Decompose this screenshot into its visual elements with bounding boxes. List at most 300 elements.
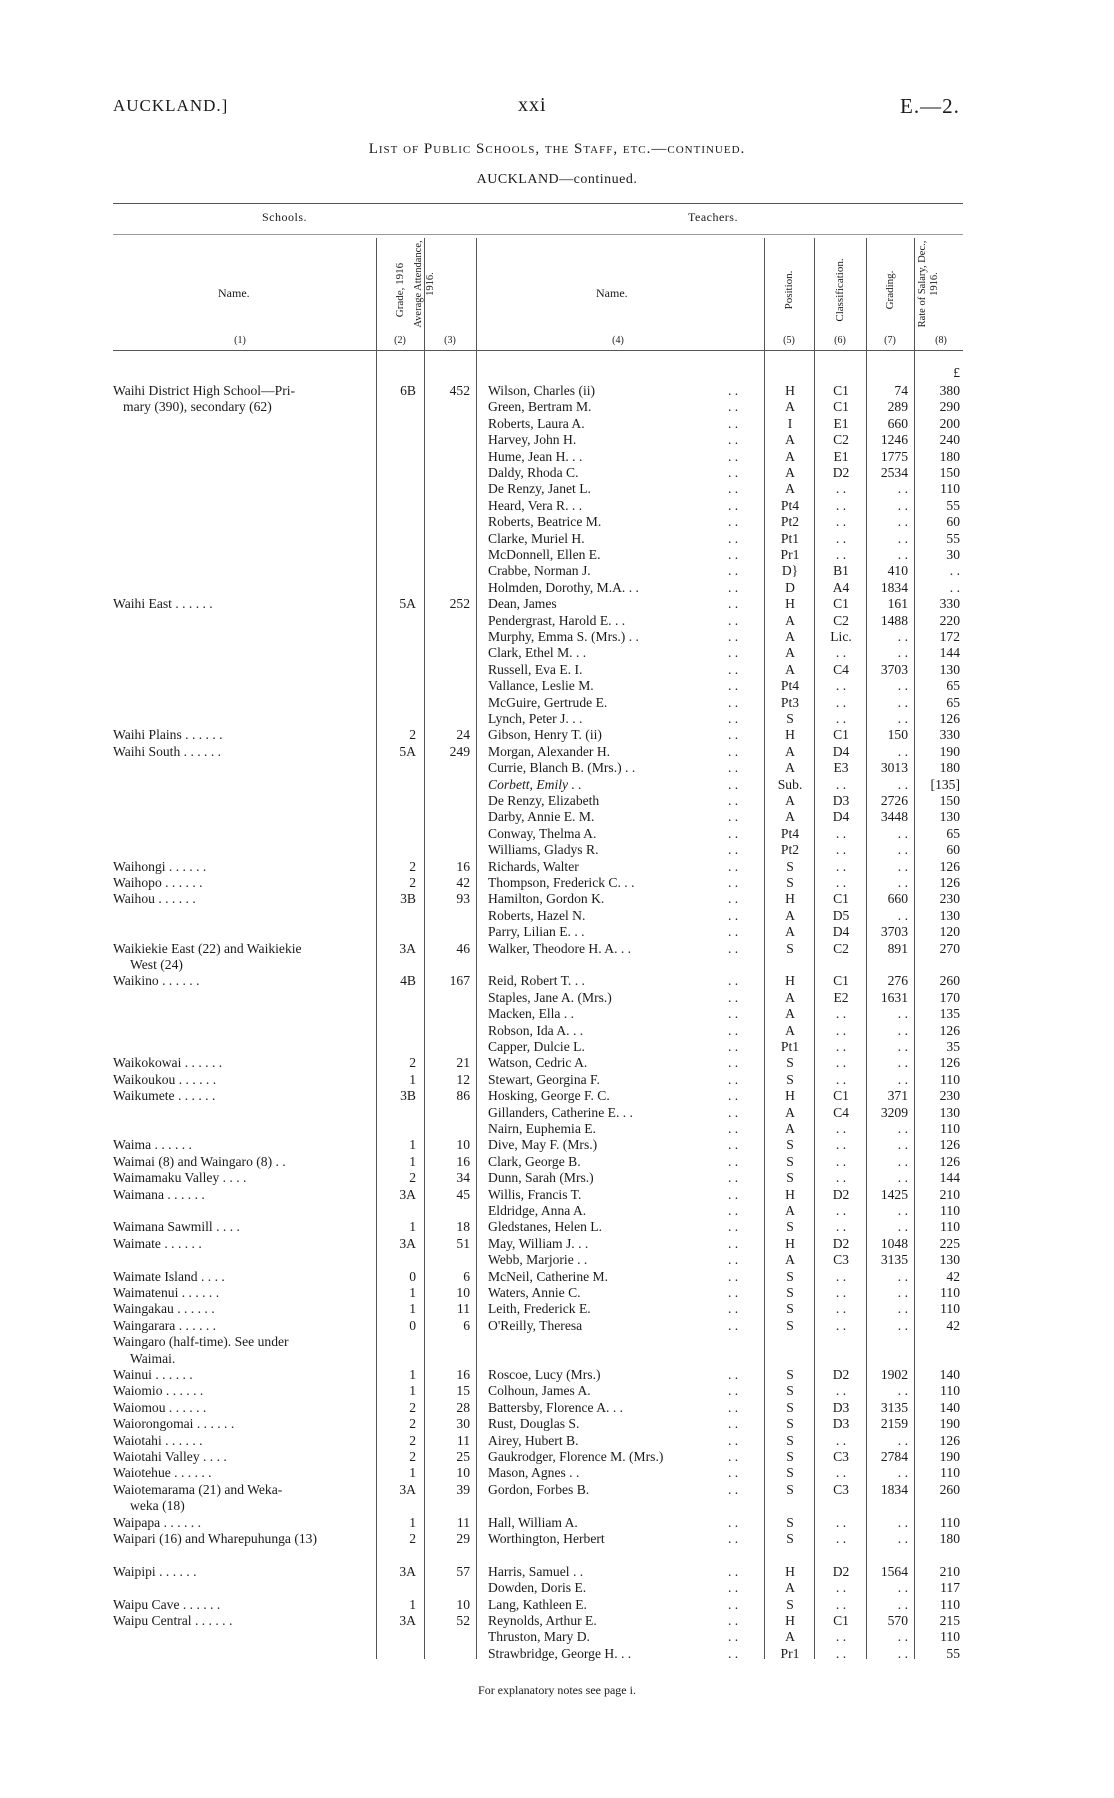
teacher-position: S — [786, 1153, 794, 1169]
teacher-salary: 126 — [939, 875, 960, 890]
col-num-6: (6) — [834, 335, 846, 346]
teacher-name: Darby, Annie E. M. — [488, 809, 595, 825]
school-grade: 3A — [399, 1235, 416, 1251]
teacher-position: A — [785, 612, 795, 628]
leader-dots: . . — [728, 907, 739, 923]
leader-dots: . . — [728, 711, 739, 726]
teacher-classification: C1 — [833, 1088, 849, 1104]
teacher-name: Crabbe, Norman J. — [488, 563, 591, 579]
teacher-position: Pt3 — [780, 694, 800, 710]
teacher-salary: 150 — [939, 793, 960, 808]
school-grade: 1 — [409, 1465, 416, 1481]
school-grade: 2 — [409, 1170, 416, 1186]
school-name-heading: Name. — [218, 286, 250, 300]
teacher-salary: 65 — [946, 825, 960, 841]
attendance-heading: Average Attendance, 1916. — [413, 240, 436, 328]
leader-dots: . . — [728, 891, 739, 907]
teacher-grading: . . — [897, 1170, 908, 1186]
school-grade: 2 — [409, 875, 416, 890]
teacher-classification: C4 — [833, 661, 849, 677]
teacher-classification: . . — [835, 842, 847, 858]
teacher-name: Walker, Theodore H. A. . . — [488, 940, 632, 956]
teacher-grading: . . — [897, 825, 908, 841]
teacher-position: H — [785, 973, 795, 989]
teacher-salary: 130 — [939, 907, 960, 923]
school-grade: 3B — [400, 891, 416, 907]
teacher-name: Corbett, Emily . . — [488, 776, 582, 792]
col-num-4: (4) — [612, 335, 624, 346]
teacher-position: A — [785, 1006, 795, 1022]
teacher-classification: . . — [835, 711, 847, 726]
teacher-name: Nairn, Euphemia E. — [488, 1121, 596, 1136]
teacher-salary: . . — [949, 579, 960, 595]
teacher-grading: . . — [897, 1645, 908, 1661]
teacher-classification: . . — [835, 1055, 847, 1071]
leader-dots: . . — [728, 727, 739, 743]
teacher-classification: E1 — [833, 415, 849, 431]
teacher-position: D} — [781, 563, 799, 579]
grading-heading: Grading. — [884, 270, 896, 310]
teacher-position: H — [785, 596, 795, 612]
school-name: Waimate Island . . . . — [113, 1268, 225, 1284]
teacher-salary: 60 — [946, 514, 960, 530]
school-name: Waiotehue . . . . . . — [113, 1465, 212, 1481]
teacher-position: H — [785, 1235, 795, 1251]
teacher-grading: . . — [897, 875, 908, 890]
teacher-position: A — [785, 448, 795, 464]
school-grade: 2 — [409, 727, 416, 743]
school-name: Waimai (8) and Waingaro (8) . . — [113, 1153, 286, 1169]
teacher-position: S — [786, 1367, 794, 1382]
school-grade: 1 — [409, 1596, 416, 1612]
teacher-salary: 126 — [939, 858, 960, 874]
school-grade: 1 — [409, 1367, 416, 1382]
teacher-salary: 170 — [939, 989, 960, 1005]
teacher-classification: . . — [835, 1071, 847, 1087]
teacher-classification: C1 — [833, 891, 849, 907]
teacher-grading: 3135 — [880, 1252, 908, 1268]
teacher-salary: . . — [949, 563, 960, 579]
teacher-classification: . . — [835, 547, 847, 562]
leader-dots: . . — [728, 1367, 739, 1382]
teacher-name: De Renzy, Janet L. — [488, 481, 591, 497]
teacher-name: Hosking, George F. C. — [488, 1088, 610, 1104]
teacher-salary: 210 — [939, 1186, 960, 1202]
teacher-classification: D3 — [832, 1416, 850, 1432]
teacher-name: Thompson, Frederick C. . . — [488, 875, 635, 890]
teacher-grading: 371 — [887, 1088, 908, 1104]
teacher-salary: 215 — [939, 1613, 960, 1628]
teacher-salary: 60 — [946, 842, 960, 858]
leader-dots: . . — [728, 612, 739, 628]
school-name: Waihopo . . . . . . — [113, 875, 203, 890]
school-grade: 5A — [399, 743, 416, 759]
teacher-position: H — [785, 1613, 795, 1628]
teacher-name: Airey, Hubert B. — [488, 1432, 579, 1448]
teacher-grading: . . — [897, 481, 908, 497]
teacher-classification: C2 — [833, 432, 849, 448]
teacher-classification: . . — [835, 497, 847, 513]
teacher-salary: 140 — [939, 1367, 960, 1382]
teacher-classification: C3 — [833, 1481, 849, 1497]
school-name: Waikumete . . . . . . — [113, 1088, 216, 1104]
teacher-grading: 2159 — [880, 1416, 908, 1432]
teacher-position: S — [786, 1514, 794, 1530]
teacher-grading: 1564 — [880, 1563, 908, 1579]
teacher-classification: . . — [835, 1580, 847, 1596]
teacher-salary: 210 — [939, 1563, 960, 1579]
school-name-continued: mary (390), secondary (62) — [123, 399, 272, 415]
leader-dots: . . — [728, 1465, 739, 1481]
leader-dots: . . — [728, 1285, 739, 1300]
teacher-salary: 135 — [939, 1006, 960, 1022]
leader-dots: . . — [728, 1071, 739, 1087]
school-name: Waiorongomai . . . . . . — [113, 1416, 235, 1432]
teacher-name: Lynch, Peter J. . . — [488, 711, 583, 726]
teacher-salary: 290 — [939, 399, 960, 415]
teacher-grading: 1902 — [880, 1367, 908, 1382]
teacher-position: S — [786, 1383, 794, 1399]
teacher-classification: . . — [835, 1039, 847, 1054]
schools-group-heading: Schools. — [262, 210, 308, 224]
teacher-salary: 55 — [946, 530, 960, 546]
teacher-position: S — [786, 1596, 794, 1612]
school-name: Waihi East . . . . . . — [113, 596, 213, 612]
teacher-grading: . . — [897, 1465, 908, 1481]
school-grade: 2 — [409, 1432, 416, 1448]
teacher-grading: 276 — [887, 973, 908, 989]
teacher-salary: 230 — [939, 1088, 960, 1104]
teacher-salary: 260 — [939, 973, 960, 989]
leader-dots: . . — [728, 875, 739, 890]
school-grade: 1 — [409, 1514, 416, 1530]
leader-dots: . . — [728, 1629, 739, 1645]
teacher-grading: . . — [897, 842, 908, 858]
teacher-grading: 3703 — [880, 661, 908, 677]
teacher-salary: 130 — [939, 661, 960, 677]
leader-dots: . . — [728, 793, 739, 808]
teacher-name: McDonnell, Ellen E. — [488, 547, 601, 562]
leader-dots: . . — [728, 858, 739, 874]
teacher-salary: 190 — [939, 1416, 960, 1432]
teacher-name: Capper, Dulcie L. — [488, 1039, 585, 1054]
teacher-position: H — [785, 727, 795, 743]
school-attendance: 25 — [456, 1449, 470, 1464]
teacher-classification: C1 — [833, 973, 849, 989]
col-num-5: (5) — [783, 335, 795, 346]
school-grade: 4B — [400, 973, 416, 989]
teacher-grading: . . — [897, 514, 908, 530]
school-attendance: 11 — [456, 1514, 470, 1530]
teacher-grading: 1048 — [880, 1235, 908, 1251]
teacher-name: Murphy, Emma S. (Mrs.) . . — [488, 629, 639, 644]
col-num-8: (8) — [935, 335, 947, 346]
teacher-name: Stewart, Georgina F. — [488, 1071, 600, 1087]
teacher-grading: . . — [897, 1219, 908, 1235]
teacher-grading: 3013 — [880, 760, 908, 776]
teacher-classification: C1 — [833, 596, 849, 612]
teacher-position: A — [785, 793, 795, 808]
teacher-classification: C2 — [833, 940, 849, 956]
teacher-name: Richards, Walter — [488, 858, 579, 874]
teacher-name: Battersby, Florence A. . . — [488, 1399, 624, 1415]
teacher-salary: 260 — [939, 1481, 960, 1497]
school-attendance: 21 — [456, 1055, 470, 1071]
teacher-position: A — [785, 432, 795, 448]
teacher-position: S — [786, 1285, 794, 1300]
teacher-name: Mason, Agnes . . — [488, 1465, 580, 1481]
teacher-position: I — [787, 415, 793, 431]
teacher-name: Staples, Jane A. (Mrs.) — [488, 989, 612, 1005]
teacher-grading: . . — [897, 1153, 908, 1169]
teacher-salary: 65 — [946, 694, 960, 710]
school-name: Waingarara . . . . . . — [113, 1317, 217, 1333]
teacher-classification: D4 — [832, 924, 850, 940]
page-title: List of Public Schools, the Staff, etc.—continued. — [368, 141, 746, 157]
teacher-name: Thruston, Mary D. — [488, 1629, 590, 1645]
teacher-classification: . . — [835, 530, 847, 546]
school-name-continued: weka (18) — [130, 1498, 185, 1514]
teacher-salary: 110 — [940, 1596, 960, 1612]
leader-dots: . . — [728, 1317, 739, 1333]
teacher-name: Colhoun, James A. — [488, 1383, 591, 1399]
school-grade: 1 — [409, 1137, 416, 1153]
leader-dots: . . — [728, 1514, 739, 1530]
teacher-salary: 126 — [939, 711, 960, 726]
teacher-position: H — [785, 1186, 795, 1202]
classification-heading: Classification. — [834, 258, 846, 322]
teacher-grading: 74 — [894, 383, 908, 398]
teacher-name: Pendergrast, Harold E. . . — [488, 612, 626, 628]
teacher-grading: 1246 — [880, 432, 908, 448]
col-num-2: (2) — [394, 335, 406, 346]
teacher-salary: 225 — [939, 1235, 960, 1251]
school-name: Waihi Plains . . . . . . — [113, 727, 223, 743]
teacher-position: Pt2 — [780, 514, 800, 530]
teacher-salary: 144 — [939, 1170, 960, 1186]
school-name: Waiomou . . . . . . — [113, 1399, 207, 1415]
col-num-1: (1) — [234, 335, 246, 346]
school-attendance: 93 — [456, 891, 470, 907]
teacher-classification: . . — [835, 645, 847, 661]
teacher-name: Robson, Ida A. . . — [488, 1022, 584, 1038]
teacher-classification: . . — [835, 776, 847, 792]
leader-dots: . . — [728, 547, 739, 562]
school-attendance: 16 — [456, 1367, 470, 1382]
teacher-name: Reynolds, Arthur E. — [488, 1613, 597, 1628]
school-name: Waikiekie East (22) and Waikiekie — [113, 940, 302, 956]
school-name: Waiotahi . . . . . . — [113, 1432, 203, 1448]
teacher-position: A — [785, 924, 795, 940]
teacher-salary: 110 — [940, 1071, 960, 1087]
teacher-name: Gledstanes, Helen L. — [488, 1219, 603, 1235]
teacher-salary: 200 — [939, 415, 960, 431]
school-grade: 3B — [400, 1088, 416, 1104]
teacher-name: Dean, James — [488, 596, 557, 612]
teacher-classification: . . — [835, 1121, 847, 1136]
teacher-position: A — [785, 1121, 795, 1136]
teacher-position: A — [785, 760, 795, 776]
teacher-grading: . . — [897, 743, 908, 759]
school-grade: 3A — [399, 1186, 416, 1202]
leader-dots: . . — [728, 661, 739, 677]
school-name: Waihou . . . . . . — [113, 891, 196, 907]
leader-dots: . . — [728, 825, 739, 841]
school-attendance: 10 — [456, 1596, 470, 1612]
leader-dots: . . — [728, 678, 739, 694]
leader-dots: . . — [728, 579, 739, 595]
school-attendance: 12 — [456, 1071, 470, 1087]
school-grade: 2 — [409, 1449, 416, 1464]
teacher-name: May, William J. . . — [488, 1235, 589, 1251]
teacher-salary: 380 — [939, 383, 960, 398]
leader-dots: . . — [728, 530, 739, 546]
col-rule-1 — [376, 238, 377, 1659]
leader-dots: . . — [728, 989, 739, 1005]
teacher-name: McNeil, Catherine M. — [488, 1268, 609, 1284]
leader-dots: . . — [728, 1104, 739, 1120]
teacher-name: Williams, Gladys R. — [488, 842, 599, 858]
teacher-classification: . . — [835, 875, 847, 890]
teacher-classification: D2 — [832, 1367, 850, 1382]
teacher-position: S — [786, 940, 794, 956]
teacher-salary: 150 — [939, 465, 960, 480]
leader-dots: . . — [728, 1613, 739, 1628]
teacher-grading: 1834 — [880, 579, 908, 595]
teacher-position: A — [785, 465, 795, 480]
leader-dots: . . — [728, 465, 739, 480]
teacher-classification: . . — [835, 694, 847, 710]
teacher-salary: 140 — [939, 1399, 960, 1415]
teacher-salary: 55 — [946, 497, 960, 513]
teacher-name: Roberts, Beatrice M. — [488, 514, 602, 530]
teacher-grading: . . — [897, 1121, 908, 1136]
school-grade: 2 — [409, 858, 416, 874]
teacher-position: S — [786, 1170, 794, 1186]
teacher-salary: 126 — [939, 1432, 960, 1448]
teacher-classification: E2 — [833, 989, 849, 1005]
teacher-position: S — [786, 1268, 794, 1284]
school-name: Waiotemarama (21) and Weka- — [113, 1481, 283, 1497]
teacher-name: Parry, Lilian E. . . — [488, 924, 585, 940]
teacher-classification: C2 — [833, 612, 849, 628]
teacher-grading: 1631 — [880, 989, 908, 1005]
leader-dots: . . — [728, 1219, 739, 1235]
leader-dots: . . — [728, 448, 739, 464]
salary-heading: Rate of Salary, Dec., 1916. — [917, 240, 940, 328]
teacher-position: Pr1 — [780, 547, 800, 562]
leader-dots: . . — [728, 1596, 739, 1612]
school-attendance: 15 — [456, 1383, 470, 1399]
school-name: Waipari (16) and Wharepuhunga (13) — [113, 1531, 317, 1546]
school-grade: 2 — [409, 1531, 416, 1546]
teacher-position: A — [785, 1203, 795, 1218]
teacher-grading: . . — [897, 645, 908, 661]
teacher-name: McGuire, Gertrude E. — [488, 694, 608, 710]
school-name: Waikokowai . . . . . . — [113, 1055, 223, 1071]
leader-dots: . . — [728, 596, 739, 612]
school-attendance: 30 — [456, 1416, 470, 1432]
teacher-classification: . . — [835, 1153, 847, 1169]
school-name: Waimamaku Valley . . . . — [113, 1170, 247, 1186]
leader-dots: . . — [728, 1416, 739, 1432]
teacher-position: S — [786, 1219, 794, 1235]
teacher-name: Roberts, Hazel N. — [488, 907, 586, 923]
teacher-classification: D2 — [832, 1563, 850, 1579]
school-grade: 2 — [409, 1416, 416, 1432]
teacher-name: Reid, Robert T. . . — [488, 973, 585, 989]
teacher-position: A — [785, 1580, 795, 1596]
teacher-name: Conway, Thelma A. — [488, 825, 597, 841]
teacher-position: A — [785, 1629, 795, 1645]
school-name: Waipu Central . . . . . . — [113, 1613, 233, 1628]
teacher-grading: . . — [897, 1137, 908, 1153]
teacher-classification: . . — [835, 1465, 847, 1481]
teacher-salary: 190 — [939, 743, 960, 759]
teacher-name: Worthington, Herbert — [488, 1531, 605, 1546]
teacher-salary: 42 — [946, 1268, 960, 1284]
teacher-grading: . . — [897, 1317, 908, 1333]
teacher-name: Harris, Samuel . . — [488, 1563, 584, 1579]
teacher-position: Sub. — [777, 776, 803, 792]
teacher-classification: . . — [835, 858, 847, 874]
teacher-grading: . . — [897, 1301, 908, 1317]
teacher-salary: 110 — [940, 1629, 960, 1645]
school-grade: 3A — [399, 1563, 416, 1579]
leader-dots: . . — [728, 1645, 739, 1661]
teacher-salary: 180 — [939, 760, 960, 776]
school-attendance: 6 — [463, 1317, 470, 1333]
teacher-salary: 55 — [946, 1645, 960, 1661]
teacher-grading: 150 — [887, 727, 908, 743]
school-attendance: 86 — [456, 1088, 470, 1104]
teacher-grading: . . — [897, 694, 908, 710]
page-header-left: AUCKLAND.] — [113, 96, 229, 115]
school-grade: 5A — [399, 596, 416, 612]
teacher-salary: 330 — [939, 596, 960, 612]
school-grade: 1 — [409, 1071, 416, 1087]
teacher-position: S — [786, 875, 794, 890]
teacher-salary: 110 — [940, 1383, 960, 1399]
teacher-name: Willis, Francis T. — [488, 1186, 582, 1202]
school-grade: 3A — [399, 940, 416, 956]
teacher-salary: 110 — [940, 481, 960, 497]
teacher-name: Webb, Marjorie . . — [488, 1252, 588, 1268]
leader-dots: . . — [728, 809, 739, 825]
teacher-classification: . . — [835, 1170, 847, 1186]
teacher-classification: C1 — [833, 383, 849, 398]
teacher-grading: . . — [897, 907, 908, 923]
teacher-classification: C1 — [833, 399, 849, 415]
teacher-grading: 3448 — [880, 809, 908, 825]
teacher-classification: . . — [835, 1022, 847, 1038]
teacher-classification: D3 — [832, 1399, 850, 1415]
teacher-salary: 330 — [939, 727, 960, 743]
teacher-grading: 2534 — [880, 465, 908, 480]
teacher-name: Morgan, Alexander H. — [488, 743, 611, 759]
school-attendance: 6 — [463, 1268, 470, 1284]
leader-dots: . . — [728, 1481, 739, 1497]
teacher-position: A — [785, 1104, 795, 1120]
school-grade: 2 — [409, 1055, 416, 1071]
teacher-classification: . . — [835, 514, 847, 530]
leader-dots: . . — [728, 776, 739, 792]
school-name: Waipapa . . . . . . — [113, 1514, 201, 1530]
teacher-grading: 660 — [887, 891, 908, 907]
leader-dots: . . — [728, 1580, 739, 1596]
teacher-grading: . . — [897, 1203, 908, 1218]
leader-dots: . . — [728, 1055, 739, 1071]
